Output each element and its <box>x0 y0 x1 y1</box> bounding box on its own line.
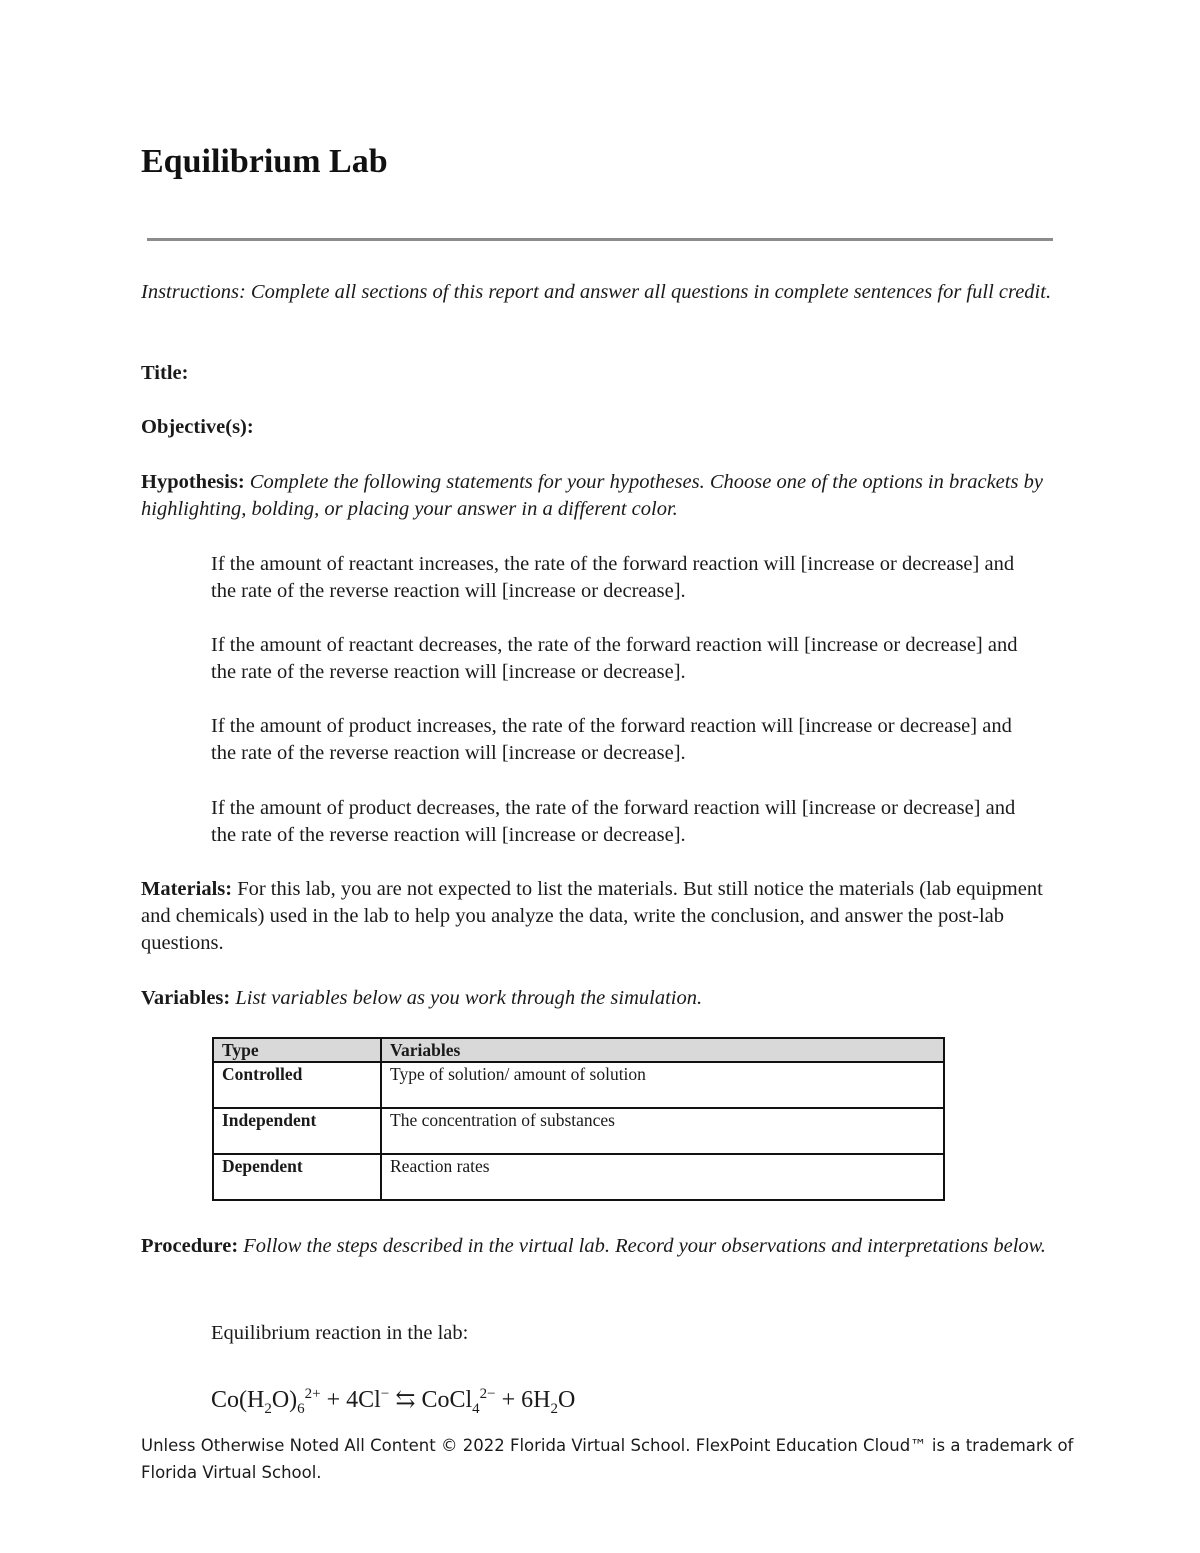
table-cell-variable: Reaction rates <box>381 1154 944 1200</box>
horizontal-rule <box>147 238 1053 241</box>
variables-table <box>212 1037 945 1201</box>
eq-part: O) <box>271 1387 298 1413</box>
eq-subscript: 2 <box>264 1400 272 1417</box>
eq-part: + 6H <box>495 1387 551 1413</box>
procedure-instructions: Follow the steps described in the virtual lab. Record your observations and interpretations below. <box>243 1235 1046 1257</box>
table-row <box>213 1154 944 1200</box>
table-header-type: Type <box>213 1038 381 1062</box>
materials-section <box>141 876 1061 957</box>
table-cell-variable: Type of solution/ amount of solution <box>381 1062 944 1108</box>
eq-charge: − <box>380 1386 390 1402</box>
hypothesis-section <box>141 469 1061 523</box>
materials-label: Materials: <box>141 878 233 900</box>
document-title: Equilibrium Lab <box>141 143 388 180</box>
eq-part: CoCl <box>421 1387 473 1413</box>
hypothesis-statement-3: If the amount of product increases, the rate of the forward reaction will [increase or decrease] and the rate of the reverse reaction will [increase or decrease]. <box>211 715 1012 764</box>
table-row <box>213 1108 944 1154</box>
procedure-section <box>141 1233 1061 1260</box>
page-footer: Unless Otherwise Noted All Content © 2022 Florida Virtual School. FlexPoint Education Cloud™ is a trademark of Florida Virtual School. <box>141 1436 1074 1482</box>
eq-charge: 2− <box>479 1386 496 1402</box>
eq-subscript: 4 <box>472 1400 480 1417</box>
instructions-text: Instructions: Complete all sections of this report and answer all questions in complete sentences for full credit. <box>141 281 1052 303</box>
table-cell-type: Controlled <box>213 1062 381 1108</box>
objective-label: Objective(s): <box>141 416 254 438</box>
eq-subscript: 6 <box>297 1400 305 1417</box>
equilibrium-equation <box>211 1376 575 1427</box>
hypothesis-statement-4: If the amount of product decreases, the rate of the forward reaction will [increase or decrease] and the rate of the reverse reaction will [increase or decrease]. <box>211 797 1016 846</box>
table-cell-type: Dependent <box>213 1154 381 1200</box>
table-cell-variable: The concentration of substances <box>381 1108 944 1154</box>
title-label: Title: <box>141 362 189 384</box>
table-cell-type: Independent <box>213 1108 381 1154</box>
eq-part: O <box>557 1387 576 1413</box>
eq-charge: 2+ <box>304 1386 321 1402</box>
equilibrium-arrow-icon: ⇆ <box>389 1387 422 1413</box>
procedure-label: Procedure: <box>141 1235 239 1257</box>
eq-subscript: 2 <box>550 1400 558 1417</box>
hypothesis-instructions: Complete the following statements for your hypotheses. Choose one of the options in brackets by highlighting, bolding, or placing your answer in a different color. <box>141 471 1043 520</box>
table-header-variables: Variables <box>381 1038 944 1062</box>
table-row <box>213 1062 944 1108</box>
hypothesis-label: Hypothesis: <box>141 471 245 493</box>
eq-part: + 4Cl <box>320 1387 381 1413</box>
variables-section <box>141 985 1061 1012</box>
variables-label: Variables: <box>141 987 231 1009</box>
equilibrium-intro: Equilibrium reaction in the lab: <box>211 1322 469 1344</box>
variables-instructions: List variables below as you work through the simulation. <box>235 987 703 1009</box>
eq-part: Co(H <box>211 1387 265 1413</box>
hypothesis-statement-1: If the amount of reactant increases, the rate of the forward reaction will [increase or decrease] and the rate of the reverse reaction will [increase or decrease]. <box>211 553 1015 602</box>
table-header-row <box>213 1038 944 1062</box>
hypothesis-statement-2: If the amount of reactant decreases, the rate of the forward reaction will [increase or decrease] and the rate of the reverse reaction will [increase or decrease]. <box>211 634 1018 683</box>
materials-text: For this lab, you are not expected to list the materials. But still notice the materials (lab equipment and chemicals) used in the lab to help you analyze the data, write the conclusion, and answer the post-lab questions. <box>141 878 1043 954</box>
